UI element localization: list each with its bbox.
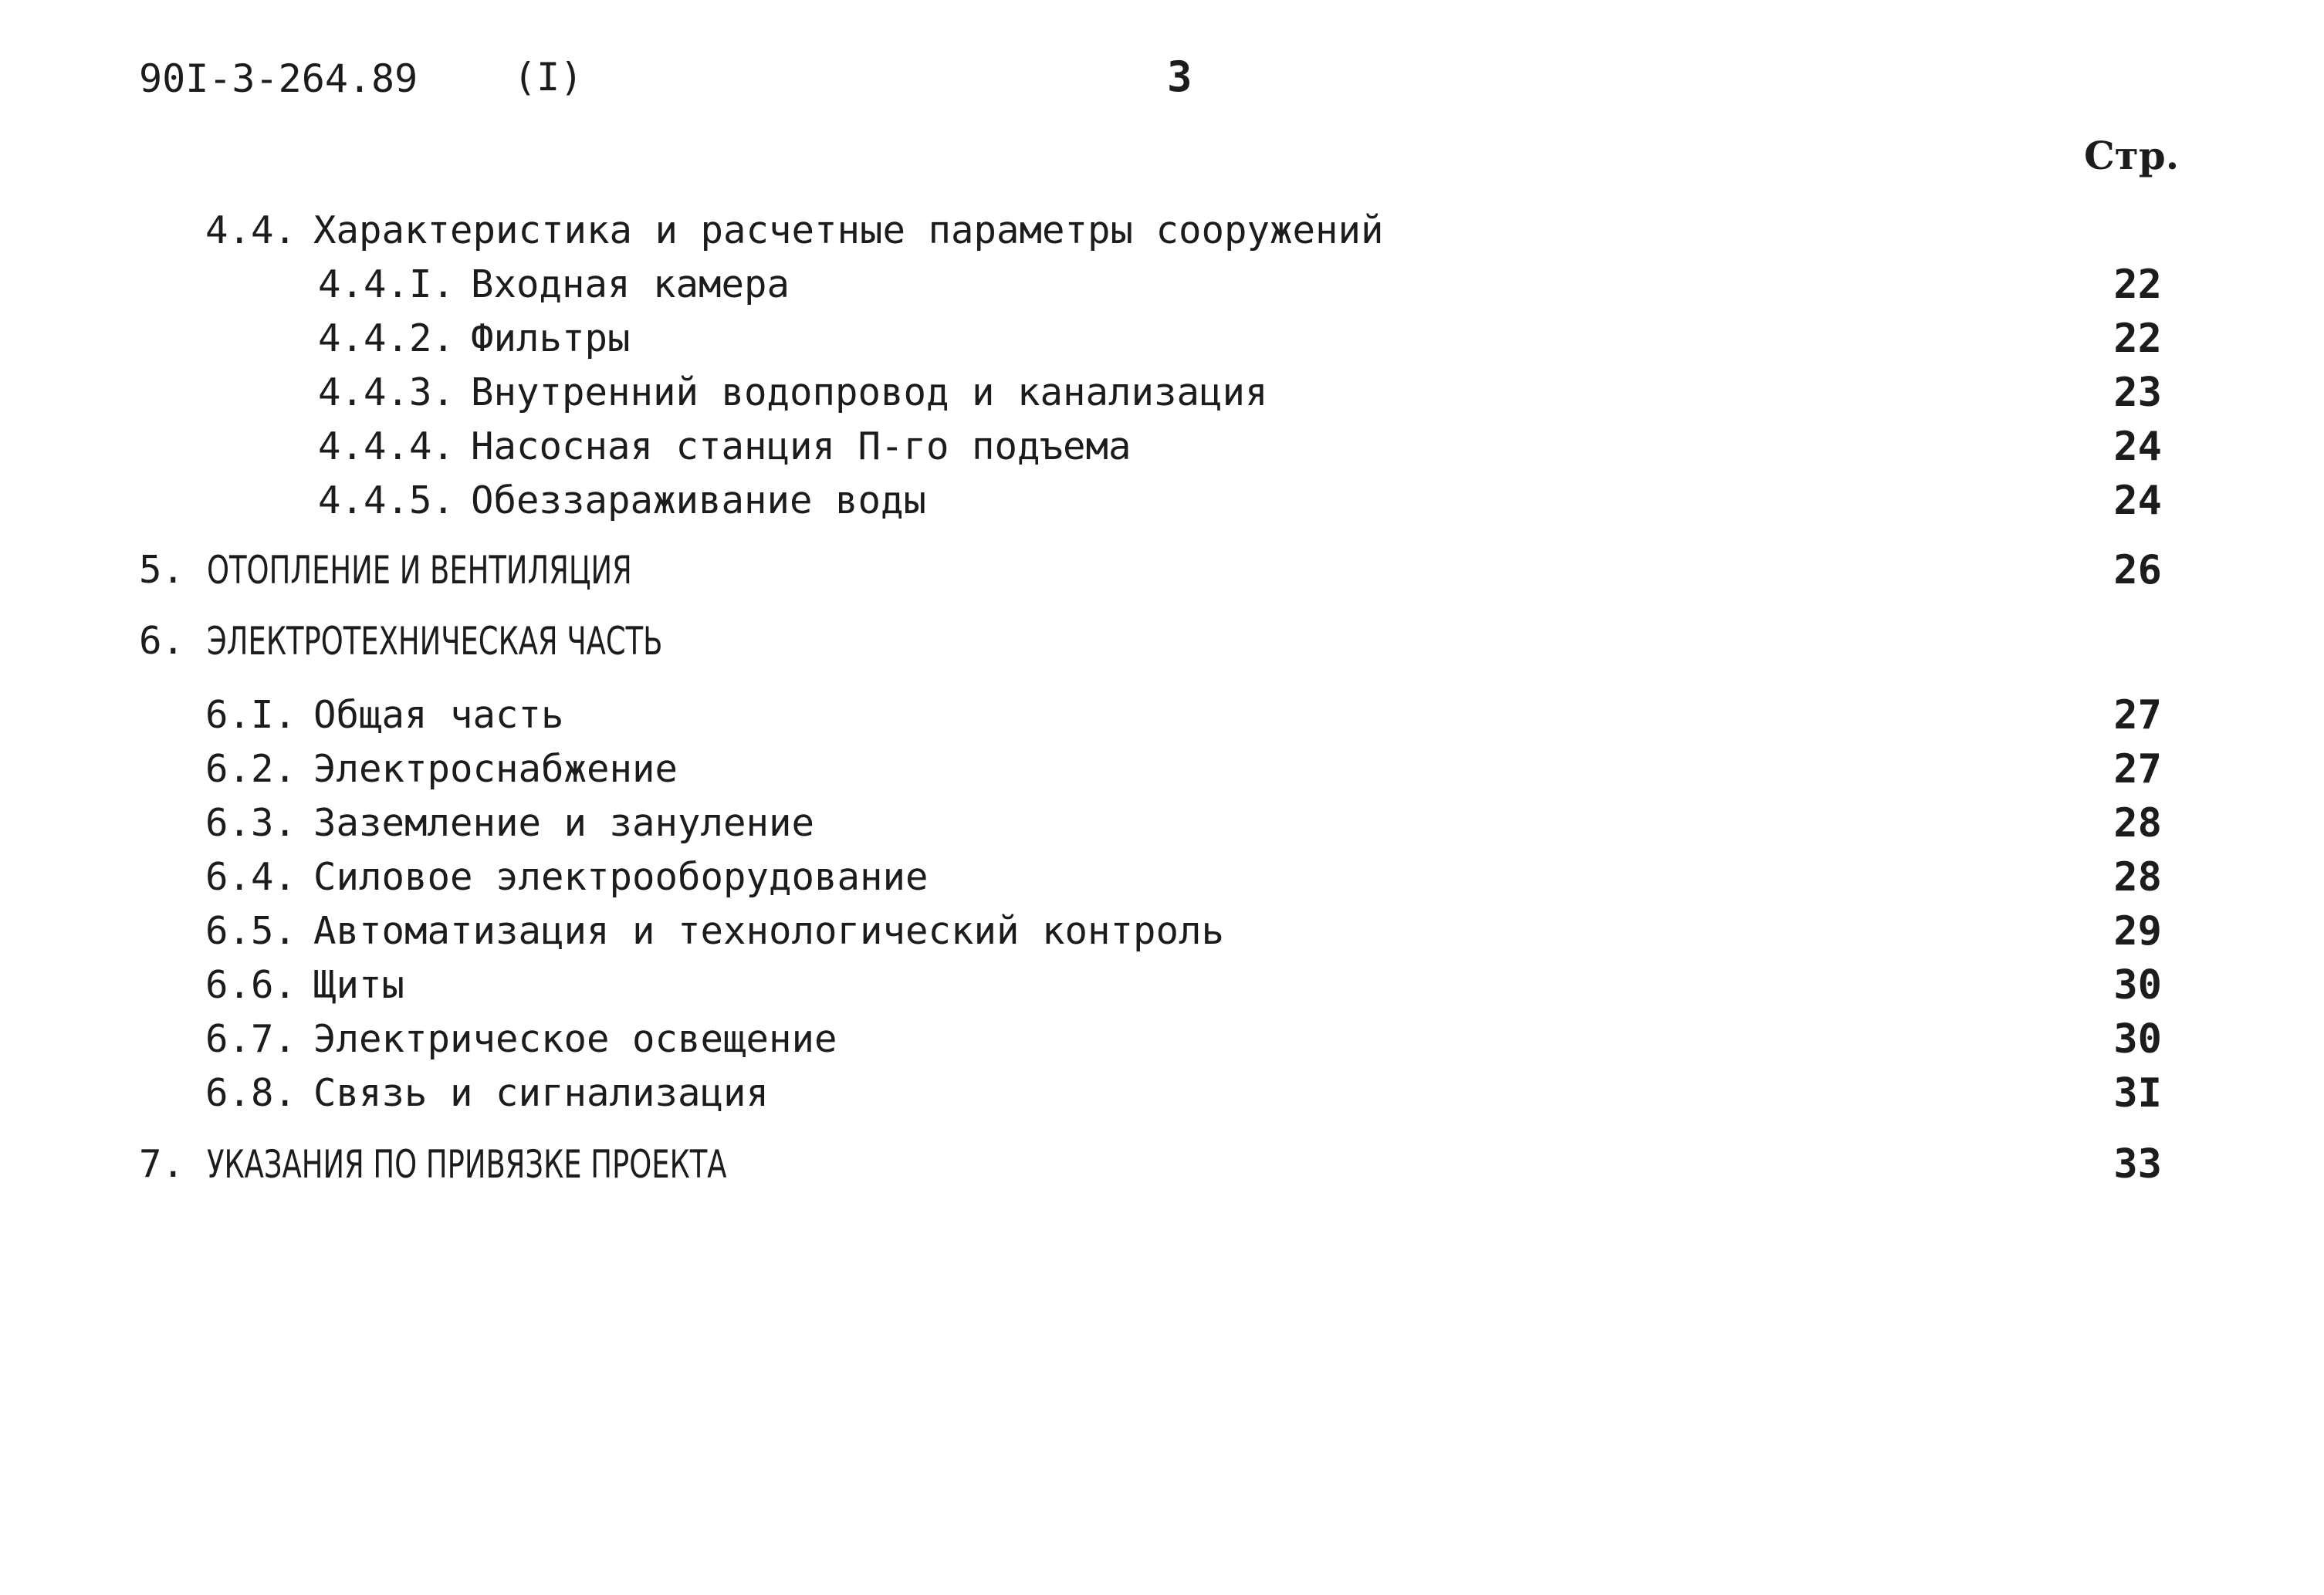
toc-entry — [0, 369, 2324, 417]
toc-section-title: ОТОПЛЕНИЕ И ВЕНТИЛЯЦИЯ — [207, 548, 632, 593]
toc-entry — [0, 1015, 2324, 1063]
toc-entry-page: 22 — [2113, 262, 2162, 308]
toc-section-title: УКАЗАНИЯ ПО ПРИВЯЗКЕ ПРОЕКТА — [207, 1142, 727, 1187]
toc-entry — [0, 961, 2324, 1009]
toc-entry — [0, 745, 2324, 793]
toc-entry-number: 7. — [139, 1142, 185, 1186]
toc-entry-number: 6. — [139, 619, 185, 663]
toc-entry — [0, 315, 2324, 363]
toc-entry — [0, 1070, 2324, 1117]
document-code: 90I-3-264.89 — [139, 56, 418, 101]
toc-entry-page: 27 — [2113, 746, 2162, 792]
toc-entry-title: Фильтры — [471, 316, 631, 360]
toc-entry-page: 22 — [2113, 316, 2162, 362]
toc-entry-title: Связь и сигнализация — [313, 1071, 770, 1115]
toc-entry-number: 4.4.2. — [318, 316, 455, 360]
toc-entry-number: 6.3. — [205, 801, 297, 845]
toc-entry-number: 4.4. — [205, 208, 297, 252]
toc-section — [0, 1140, 2324, 1188]
toc-entry — [0, 691, 2324, 739]
toc-entry-title: Силовое электрооборудование — [313, 855, 929, 899]
page-number: 3 — [1167, 52, 1192, 101]
toc-entry-number: 6.4. — [205, 855, 297, 899]
toc-entry-page: 23 — [2113, 370, 2162, 416]
toc-entry-page: 28 — [2113, 800, 2162, 846]
toc-entry-number: 6.I. — [205, 693, 297, 737]
toc-entry-title: Внутренний водопровод и канализация — [471, 370, 1268, 414]
toc-entry — [0, 261, 2324, 309]
toc-entry-title: Входная камера — [471, 262, 790, 306]
toc-section-title: ЭЛЕКТРОТЕХНИЧЕСКАЯ ЧАСТЬ — [207, 619, 663, 664]
toc-entry — [0, 423, 2324, 471]
page-column-header: Стр. — [2084, 133, 2180, 178]
toc-entry-page: 24 — [2113, 424, 2162, 470]
toc-entry-title: Характеристика и расчетные параметры сооружений — [313, 208, 1384, 252]
toc-entry-title: Заземление и зануление — [313, 801, 815, 845]
toc-entry-page: 30 — [2113, 1016, 2162, 1063]
toc-section — [0, 617, 2324, 665]
toc-entry-number: 6.2. — [205, 747, 297, 791]
toc-entry-number: 6.5. — [205, 909, 297, 953]
toc-entry-number: 5. — [139, 548, 185, 592]
toc-section — [0, 546, 2324, 594]
toc-entry-title: Электроснабжение — [313, 747, 678, 791]
toc-entry-page: 29 — [2113, 908, 2162, 955]
toc-entry-page: 33 — [2113, 1141, 2162, 1188]
toc-entry-page: 30 — [2113, 962, 2162, 1009]
toc-entry-title: Щиты — [313, 963, 405, 1007]
toc-entry-number: 6.6. — [205, 963, 297, 1007]
toc-entry-page: 3I — [2113, 1070, 2162, 1117]
toc-entry-number: 4.4.5. — [318, 478, 455, 522]
toc-entry-title: Электрическое освещение — [313, 1017, 837, 1061]
toc-entry-number: 4.4.3. — [318, 370, 455, 414]
toc-entry — [0, 207, 2324, 255]
toc-entry-title: Автоматизация и технологический контроль — [313, 909, 1225, 953]
toc-entry-title: Насосная станция П-го подъема — [471, 424, 1132, 468]
toc-entry — [0, 907, 2324, 955]
toc-entry-number: 4.4.I. — [318, 262, 455, 306]
toc-entry — [0, 477, 2324, 525]
sheet-marker: (I) — [513, 55, 584, 100]
toc-entry-number: 6.8. — [205, 1071, 297, 1115]
toc-entry-title: Общая часть — [313, 693, 564, 737]
toc-entry-page: 26 — [2113, 547, 2162, 593]
toc-entry-number: 6.7. — [205, 1017, 297, 1061]
toc-entry-page: 24 — [2113, 478, 2162, 524]
toc-entry — [0, 853, 2324, 901]
toc-entry-page: 28 — [2113, 854, 2162, 901]
toc-entry-page: 27 — [2113, 692, 2162, 738]
toc-entry — [0, 799, 2324, 847]
toc-entry-title: Обеззараживание воды — [471, 478, 927, 522]
toc-entry-number: 4.4.4. — [318, 424, 455, 468]
